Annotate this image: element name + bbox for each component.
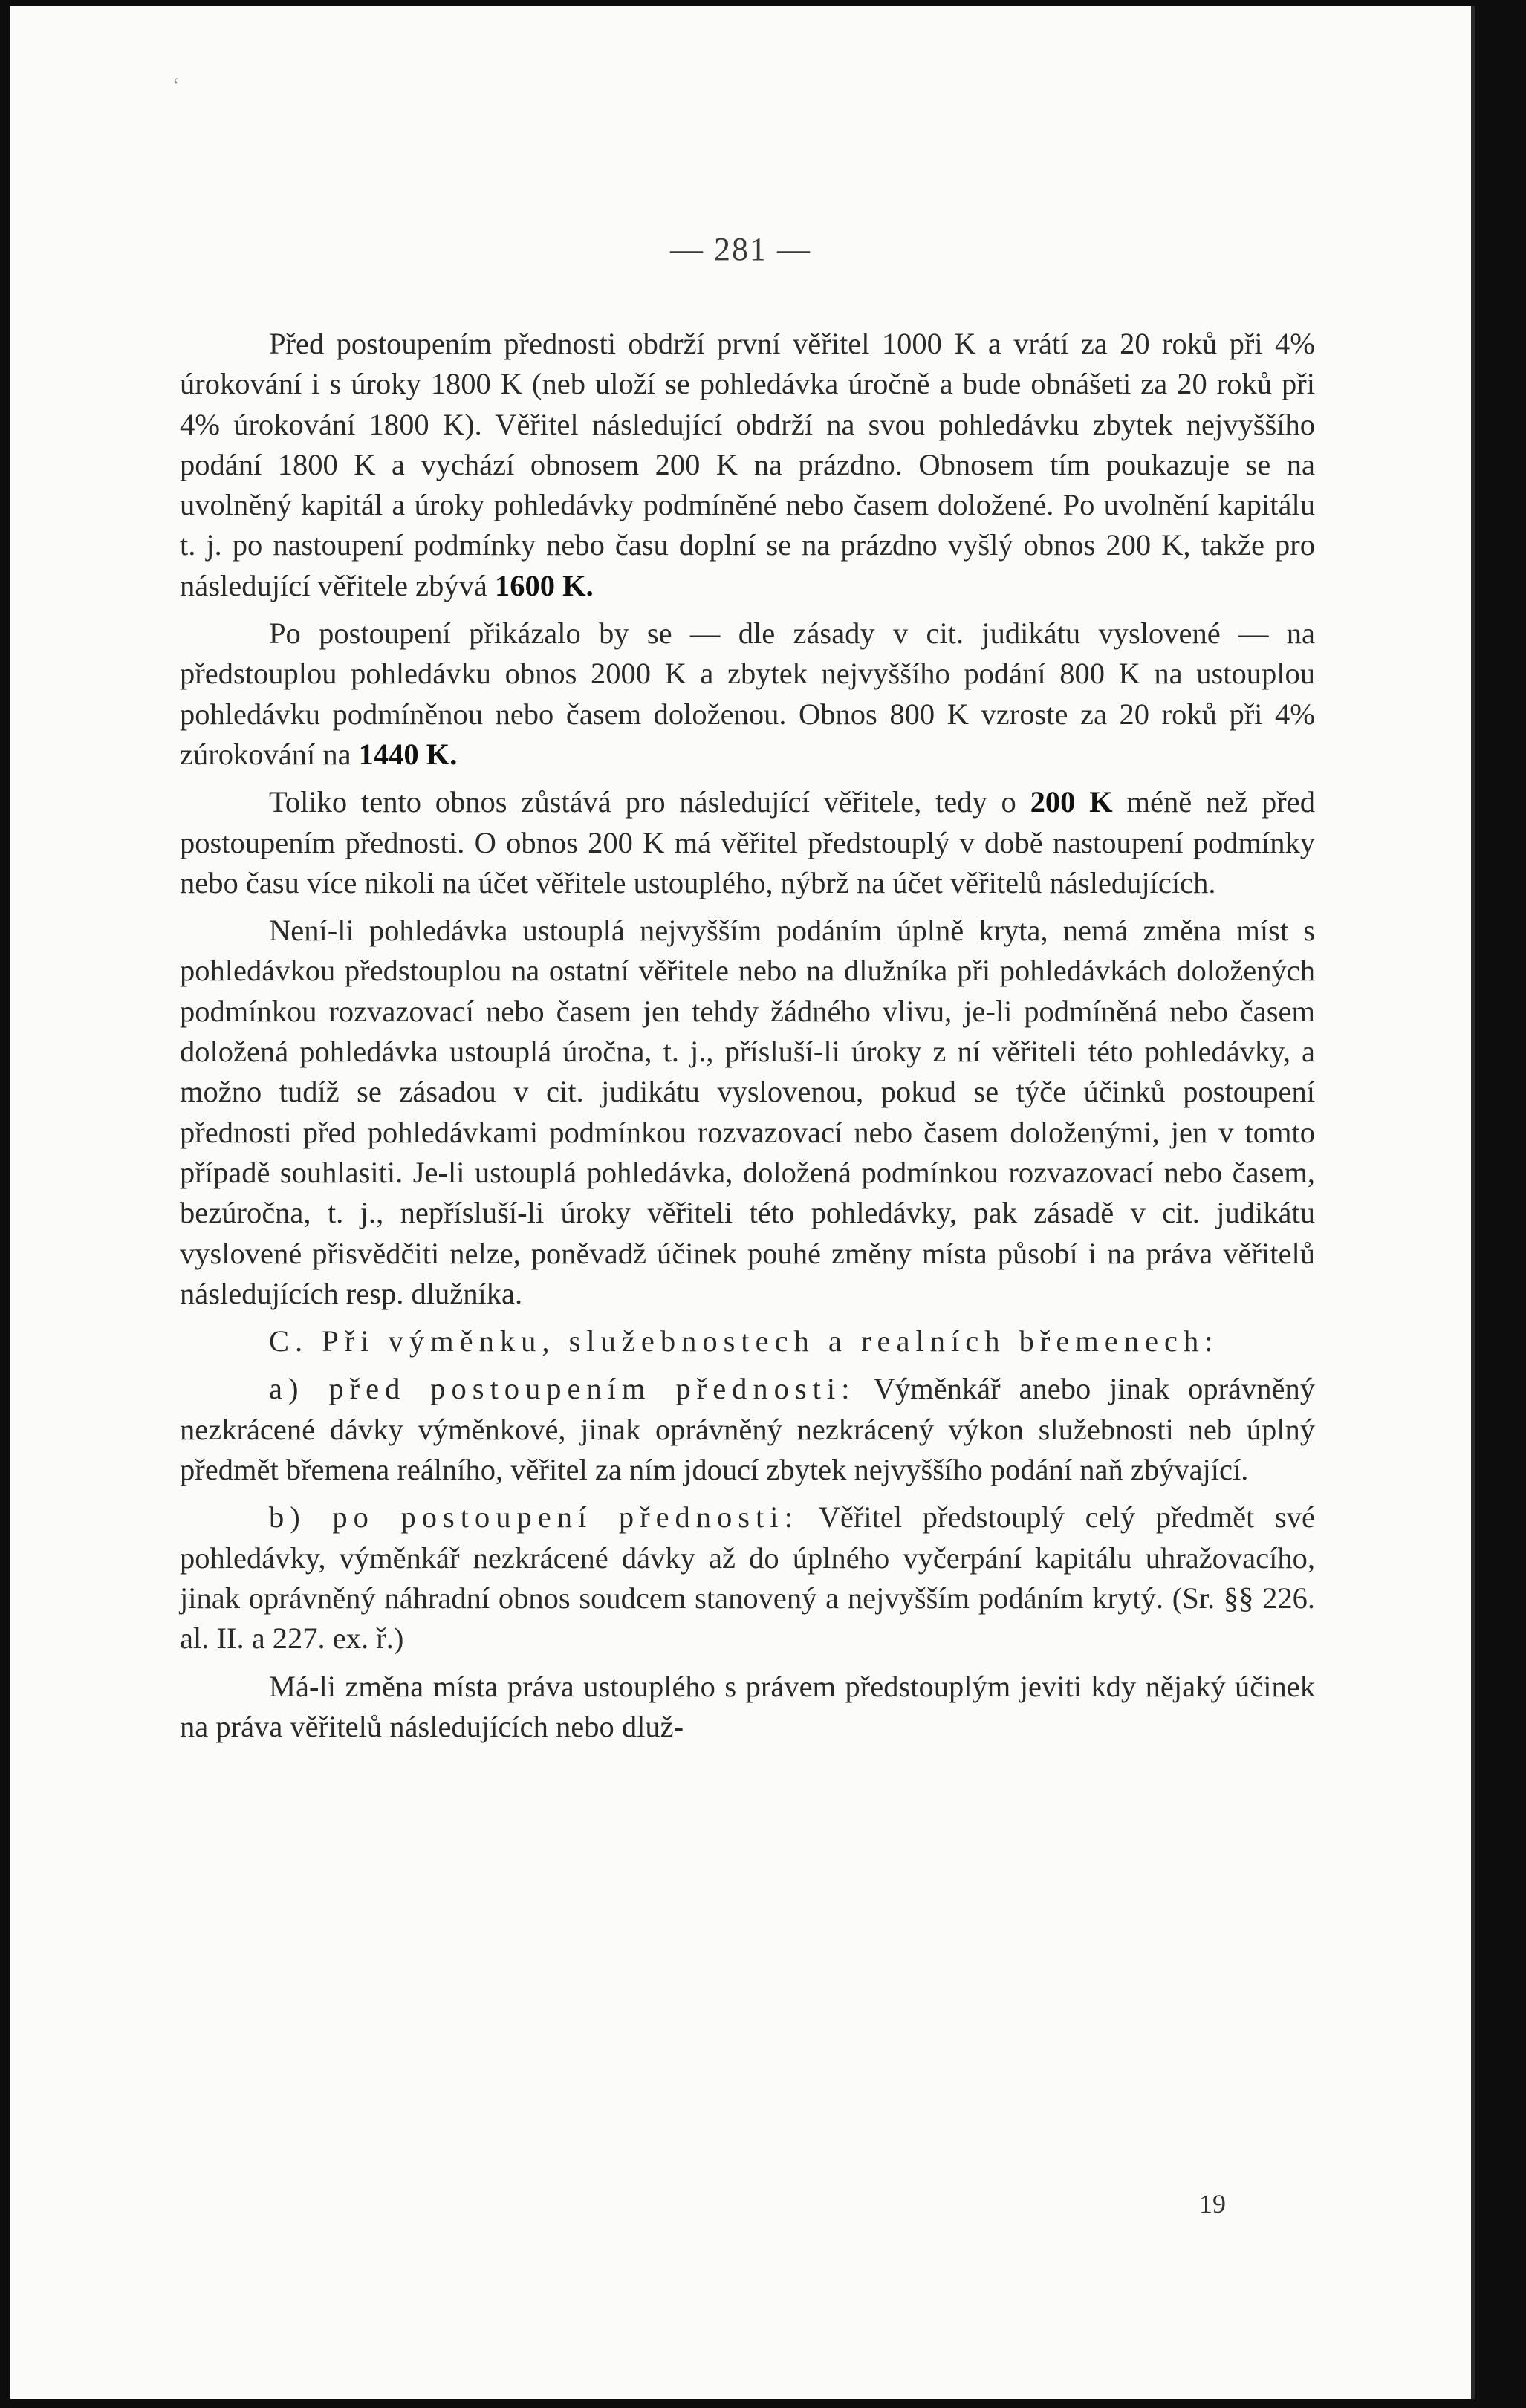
paragraph-last: [180, 1667, 1315, 1748]
paragraph-3-bold: 200 K: [1030, 785, 1113, 819]
page-number: — 281 —: [670, 231, 811, 267]
paragraph-3-pre: Toliko tento obnos zůstává pro následující věřitele, tedy o: [269, 785, 1030, 819]
paragraph-b-heading: b) po postoupení přednosti:: [269, 1500, 799, 1535]
paragraph-4-text: Není-li pohledávka ustouplá nejvyšším podáním úplně kryta, nemá změna míst s pohledávkou předstouplou na ostatní věřitele nebo na dlužníka při pohledávkách doložených podmínkou rozvazovací nebo časem jen tehdy žádného vlivu, je-li podmíněná nebo časem doložená pohledávka ustouplá úročna, t. j., přísluší-li úroky z ní věřiteli této pohledávky, a možno tudíž se zásadou v cit. judikátu vyslovenou, pokud se týče účinků postoupení přednosti před pohledávkami podmínkou rozvazovací nebo časem doloženými, jen v tomto případě souhlasiti. Je-li ustouplá pohledávka, doložená podmínkou rozvazovací nebo časem, bezúročna, t. j., nepřísluší-li úroky věřiteli této pohledávky, pak zásadě v cit. judikátu vyslovené přisvědčiti nelze, poněvadž účinek pouhé změny místa působí i na práva věřitelů následujících resp. dlužníka.: [180, 914, 1315, 1310]
paragraph-last-text: Má-li změna místa práva ustouplého s právem předstouplým jeviti kdy nějaký účinek na práva věřitelů následujících nebo dluž-: [180, 1669, 1315, 1743]
paragraph-a: [180, 1369, 1315, 1490]
paragraph-a-text: Výměnkář anebo jinak oprávněný nezkrácené dávky výměnkové, jinak oprávněný nezkrácený výkon služebnosti neb úplný předmět břemena reálního, věřitel za ním jdoucí zbytek nejvyššího podání naň zbývající.: [180, 1372, 1316, 1487]
paragraph-a-heading: a) před postoupením přednosti:: [269, 1372, 856, 1406]
paragraph-4: [180, 911, 1315, 1314]
paragraph-1: [180, 324, 1315, 606]
paragraph-b: [180, 1497, 1315, 1659]
section-heading-c-text: C. Při výměnku, služebnostech a realních břemenech:: [269, 1324, 1219, 1358]
section-heading-c: [180, 1321, 1315, 1361]
paragraph-1-bold: 1600 K.: [494, 568, 594, 602]
document-page: [10, 6, 1475, 2399]
signature-mark: 19: [1199, 2189, 1226, 2219]
paragraph-2: [180, 614, 1315, 775]
body-text: [180, 324, 1315, 1754]
paragraph-1-text: Před postoupením přednosti obdrží první věřitel 1000 K a vrátí za 20 roků při 4% úrokování i s úroky 1800 K (neb uloží se pohledávka úročně a bude obnášeti za 20 roků při 4% úrokování 1800 K). Věřitel následující obdrží na svou pohledávku zbytek nejvyššího podání 1800 K a vychází obnosem 200 K na prázdno. Obnosem tím poukazuje se na uvolněný kapitál a úroky pohledávky podmíněné nebo časem doložené. Po uvolnění kapitálu t. j. po nastoupení podmínky nebo času doplní se na prázdno vyšlý obnos 200 K, takže pro následující věřitele zbývá: [180, 327, 1315, 602]
paragraph-3-text: méně než před postoupením přednosti. O obnos 200 K má věřitel předstouplý v době nastoupení podmínky nebo času více nikoli na účet věřitele ustouplého, nýbrž na účet věřitelů následujících.: [180, 785, 1315, 899]
paragraph-2-text: Po postoupení přikázalo by se — dle zásady v cit. judikátu vyslovené — na předstouplou pohledávku obnos 2000 K a zbytek nejvyššího podání 800 K na ustouplou pohledávku podmíněnou nebo časem doloženou. Obnos 800 K vzroste za 20 roků při 4% zúrokování na: [180, 616, 1315, 771]
stray-mark: ʻ: [172, 74, 180, 97]
paragraph-2-bold: 1440 K.: [358, 737, 458, 771]
paragraph-b-text: Věřitel předstouplý celý předmět své pohledávky, výměnkář nezkrácené dávky až do úplného vyčerpání kapitálu uhražovacího, jinak oprávněný náhradní obnos soudcem stanovený a nejvyšším podáním krytý. (Sr. §§ 226. al. II. a 227. ex. ř.): [180, 1500, 1315, 1656]
paragraph-3: [180, 782, 1315, 903]
